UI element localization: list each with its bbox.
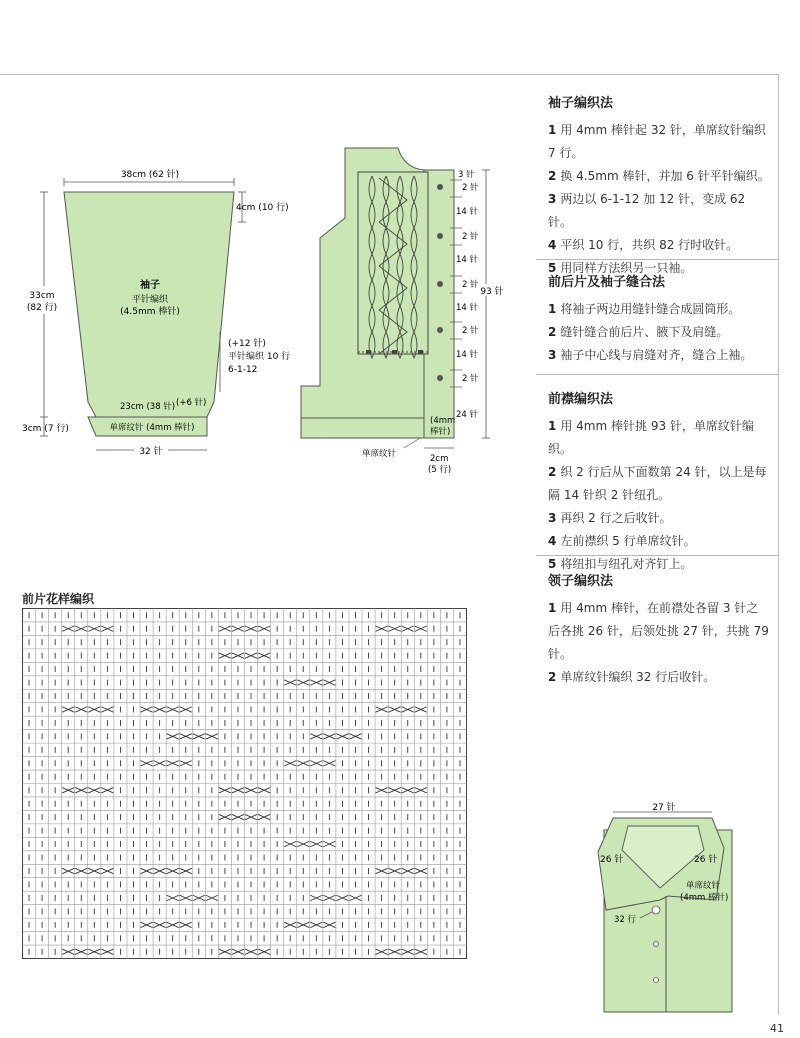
front-band-needle-1: (4mm xyxy=(430,416,456,426)
step-text: 再织 2 行之后收针。 xyxy=(560,511,672,525)
step-number: 3 xyxy=(548,511,557,525)
front-band-stitch: 单席纹针 xyxy=(362,449,397,459)
step xyxy=(548,344,778,367)
step-text: 袖子中心线与肩缝对齐，缝合上袖。 xyxy=(560,348,753,362)
collar-stitch: 单席纹针 xyxy=(686,881,721,891)
sleeve-incr-method: 平针编织 10 行 xyxy=(228,352,291,362)
section-sleeve-title: 袖子编织法 xyxy=(548,96,614,111)
step xyxy=(548,321,778,344)
section-collar xyxy=(536,570,778,689)
front-band-needle-2: 棒针) xyxy=(430,427,451,437)
step xyxy=(548,461,778,507)
sleeve-bottom-width: 32 针 xyxy=(139,447,163,457)
sleeve-top-rows: 4cm (10 行) xyxy=(236,203,289,213)
section-seam xyxy=(536,271,778,375)
step-number: 3 xyxy=(548,192,557,206)
step-number: 1 xyxy=(548,601,557,615)
step-text: 平织 10 行，共织 82 行时收针。 xyxy=(560,238,739,252)
step xyxy=(548,188,778,234)
sleeve-diagram xyxy=(22,168,290,457)
sleeve-cuff-rows: 3cm (7 行) xyxy=(22,424,69,434)
stitch-chart xyxy=(22,608,468,960)
step-number: 1 xyxy=(548,302,557,316)
collar-right: 26 针 xyxy=(694,855,718,865)
front-label-5: 2 针 xyxy=(462,280,479,290)
step-number: 5 xyxy=(548,261,557,275)
step-text: 换 4.5mm 棒针，并加 6 针平针编织。 xyxy=(560,169,770,183)
section-band-title: 前襟编织法 xyxy=(548,392,614,407)
section-band xyxy=(536,388,778,571)
step-number: 2 xyxy=(548,670,557,684)
step xyxy=(548,666,778,689)
step-text: 用同样方法织另一只袖。 xyxy=(560,261,693,275)
front-label-0: 3 针 xyxy=(458,170,475,180)
chart-title: 前片花样编织 xyxy=(22,592,95,606)
step xyxy=(548,234,778,257)
sleeve-top-width: 38cm (62 针) xyxy=(120,170,180,180)
sleeve-cuff-incr: (+6 针) xyxy=(176,398,207,408)
front-label-4: 14 针 xyxy=(456,255,479,265)
front-label-3: 2 针 xyxy=(462,232,479,242)
step-text: 缝针缝合前后片、腋下及肩缝。 xyxy=(560,325,729,339)
sleeve-incr-rate: 6-1-12 xyxy=(228,365,258,375)
sleeve-height-rows: (82 行) xyxy=(26,303,58,313)
step xyxy=(548,415,778,461)
front-band-width: 2cm xyxy=(430,454,449,464)
step-text: 用 4mm 棒针，在前襟处各留 3 针之后各挑 26 针，后领处挑 27 针，共挑 79 针。 xyxy=(548,601,769,661)
sleeve-height: 33cm xyxy=(29,291,55,301)
step-text: 将袖子两边用缝针缝合成圆筒形。 xyxy=(560,302,741,316)
step xyxy=(548,597,778,666)
collar-rows: 32 行 xyxy=(614,915,637,925)
collar-top: 27 针 xyxy=(652,803,676,813)
section-collar-title: 领子编织法 xyxy=(548,574,614,589)
sleeve-cuff-width: 23cm (38 针) xyxy=(120,402,176,412)
step-text: 将纽扣与纽孔对齐钉上。 xyxy=(560,557,693,571)
step-number: 2 xyxy=(548,325,557,339)
sleeve-incr-count: (+12 针) xyxy=(228,339,266,349)
step xyxy=(548,298,778,321)
step xyxy=(548,507,778,530)
step-number: 1 xyxy=(548,123,557,137)
step-text: 织 2 行后从下面数第 24 针，以上是每隔 14 针织 2 针纽孔。 xyxy=(548,465,767,502)
step-number: 3 xyxy=(548,348,557,362)
collar-left: 26 针 xyxy=(600,855,624,865)
sleeve-needle: (4.5mm 棒针) xyxy=(120,307,180,317)
step-number: 1 xyxy=(548,419,557,433)
step xyxy=(548,119,778,165)
front-label-10: 24 针 xyxy=(456,410,479,420)
front-label-6: 14 针 xyxy=(456,303,479,313)
cable-panel xyxy=(358,172,428,354)
front-label-7: 2 针 xyxy=(462,326,479,336)
section-seam-title: 前后片及袖子缝合法 xyxy=(548,275,666,290)
front-label-8: 14 针 xyxy=(456,350,479,360)
step-text: 用 4mm 棒针起 32 针，单席纹针编织 7 行。 xyxy=(548,123,766,160)
step-number: 4 xyxy=(548,238,557,252)
section-sleeve xyxy=(536,92,778,275)
front-label-9: 2 针 xyxy=(462,374,479,384)
front-hem xyxy=(301,418,424,438)
collar-needle: (4mm 棒针) xyxy=(680,893,729,903)
collar-diagram xyxy=(598,801,732,1012)
step-text: 单席纹针编织 32 行后收针。 xyxy=(560,670,716,684)
front-total: 93 针 xyxy=(480,287,504,297)
sleeve-stitch: 平针编织 xyxy=(131,295,169,305)
front-label-1: 2 针 xyxy=(462,183,479,193)
sleeve-cuff-label: 单席纹针 (4mm 棒针) xyxy=(109,423,195,433)
step-text: 左前襟织 5 行单席纹针。 xyxy=(560,534,696,548)
front-diagram xyxy=(301,148,504,475)
front-band-rows: (5 行) xyxy=(428,465,452,475)
step-number: 2 xyxy=(548,465,557,479)
step-number: 2 xyxy=(548,169,557,183)
sleeve-title: 袖子 xyxy=(140,280,160,291)
front-label-2: 14 针 xyxy=(456,207,479,217)
step-text: 两边以 6-1-12 加 12 针，变成 62 针。 xyxy=(548,192,746,229)
step-number: 5 xyxy=(548,557,557,571)
section-sleeve-steps xyxy=(536,119,778,280)
step xyxy=(548,530,778,553)
step-text: 用 4mm 棒针挑 93 针，单席纹针编织。 xyxy=(548,419,754,456)
page-number: 41 xyxy=(770,1022,784,1035)
step-number: 4 xyxy=(548,534,557,548)
step xyxy=(548,165,778,188)
